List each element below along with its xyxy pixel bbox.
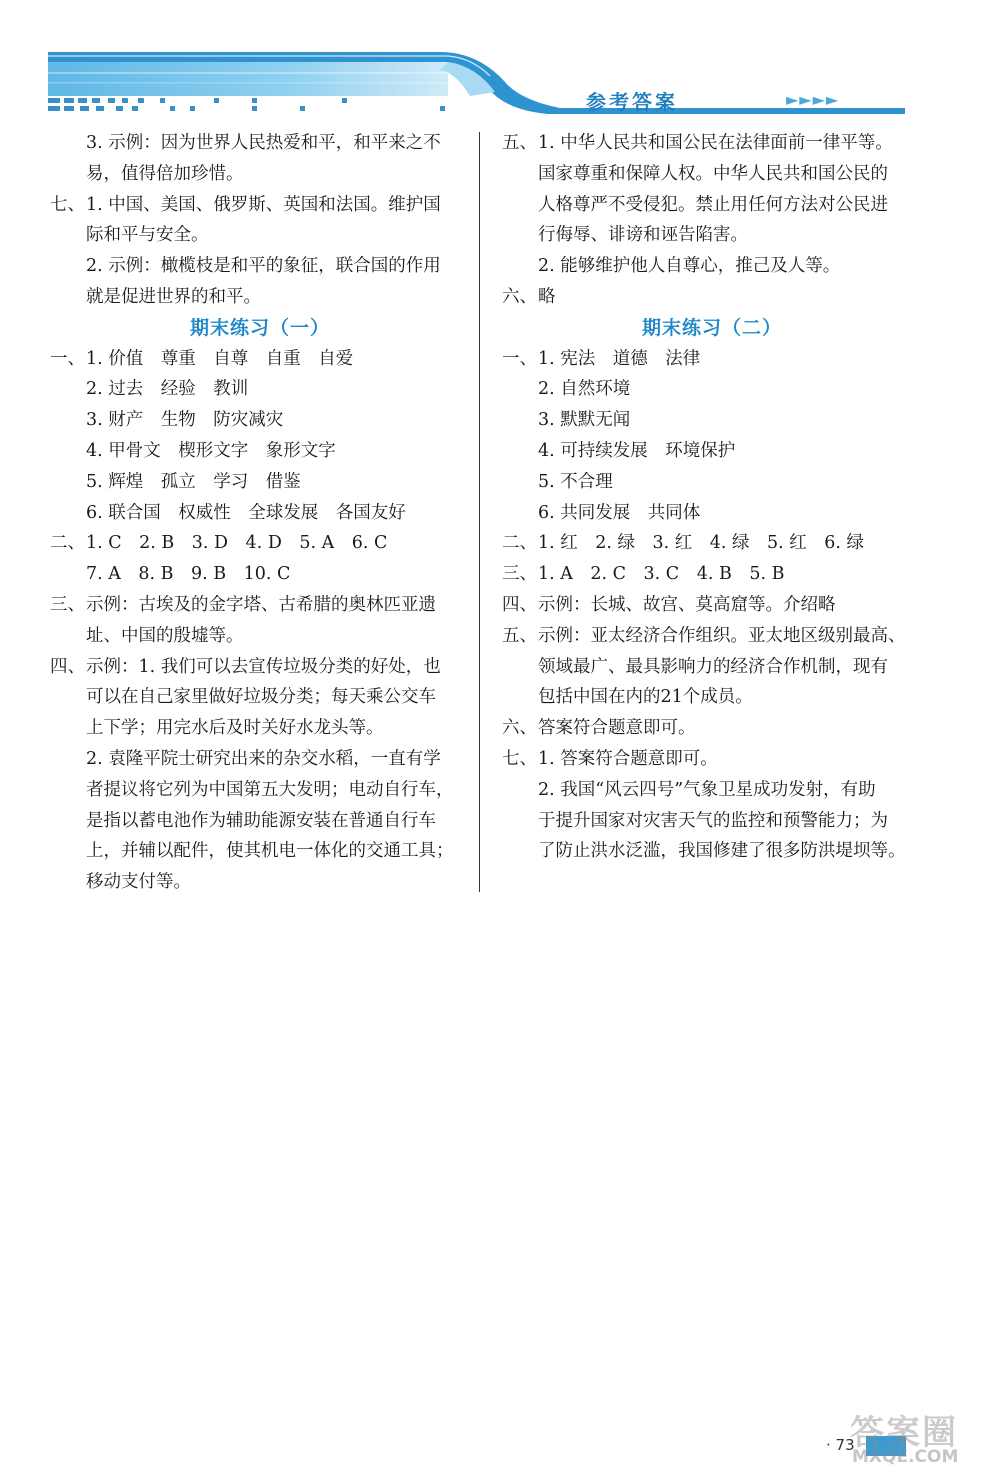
answer-line: 行侮辱、诽谤和诬告陷害。 [538,225,748,246]
watermark-url: MXQE.COM [852,1447,959,1467]
column-divider [479,132,480,892]
answer-line: 6. 联合国 权威性 全球发展 各国友好 [86,502,406,523]
answer-line: 5. 不合理 [538,471,613,492]
answer-line: 四、示例：1. 我们可以去宣传垃圾分类的好处，也 [50,656,441,677]
answer-line: 于提升国家对灾害天气的监控和预警能力；为 [538,810,888,831]
answer-line: 4. 可持续发展 环境保护 [538,440,736,461]
answer-line: 四、示例：长城、故宫、莫高窟等。介绍略 [502,594,836,615]
answer-line: 就是促进世界的和平。 [86,286,261,307]
banner-graphic [0,0,1000,130]
answer-line: 一、1. 宪法 道德 法律 [502,348,701,369]
answer-line: 者提议将它列为中国第五大发明；电动自行车， [86,779,454,800]
answer-line: 2. 示例：橄榄枝是和平的象征，联合国的作用 [86,256,441,277]
answer-line: 3. 默默无闻 [538,410,631,431]
exercise-heading-1: 期末练习（一） [189,316,330,339]
answer-line: 7. A 8. B 9. B 10. C [86,564,291,585]
answer-line: 3. 示例：因为世界人民热爱和平，和平来之不 [86,133,441,153]
answer-line: 2. 能够维护他人自尊心，推己及人等。 [538,256,841,277]
answer-line: 一、1. 价值 尊重 自尊 自重 自爱 [50,348,354,369]
answer-line: 二、1. 红 2. 绿 3. 红 4. 绿 5. 红 6. 绿 [502,533,865,554]
answer-line: 可以在自己家里做好垃圾分类；每天乘公交车 [86,687,436,708]
answer-line: 5. 辉煌 孤立 学习 借鉴 [86,471,301,492]
answer-line: 2. 袁隆平院士研究出来的杂交水稻，一直有学 [86,748,441,769]
right-column [502,128,922,867]
answer-line: 三、1. A 2. C 3. C 4. B 5. B [502,564,785,585]
answer-line: 址、中国的殷墟等。 [86,625,244,646]
answer-line: 2. 我国“风云四号”气象卫星成功发射，有助 [538,779,876,800]
answer-line: 六、答案符合题意即可。 [502,718,696,739]
watermark-logo: 答案圈 [850,1413,958,1453]
answer-line: 上下学；用完水后及时关好水龙头等。 [86,718,384,739]
answer-line: 是指以蓄电池作为辅助能源安装在普通自行车 [86,810,436,831]
left-column [50,128,470,898]
answer-line: 了防止洪水泛滥，我国修建了很多防洪堤坝等。 [538,841,906,862]
exercise-heading-2: 期末练习（二） [641,316,782,339]
answer-line: 五、1. 中华人民共和国公民在法律面前一律平等。 [502,133,893,153]
answer-line: 七、1. 中国、美国、俄罗斯、英国和法国。维护国 [50,194,441,215]
answer-line: 际和平与安全。 [86,225,209,246]
answer-line: 移动支付等。 [86,872,191,893]
section-title: 参考答案 [586,90,678,114]
answer-line: 三、示例：古埃及的金字塔、古希腊的奥林匹亚遗 [50,594,436,615]
answer-line: 人格尊严不受侵犯。禁止用任何方法对公民进 [538,194,888,215]
answer-line: 上，并辅以配件，使其机电一体化的交通工具； [86,841,454,862]
answer-line: 国家尊重和保障人权。中华人民共和国公民的 [538,163,888,184]
answer-line: 6. 共同发展 共同体 [538,502,701,523]
answer-line: 七、1. 答案符合题意即可。 [502,748,718,769]
answer-line: 易，值得倍加珍惜。 [86,163,244,184]
answer-line: 2. 过去 经验 教训 [86,379,249,400]
answer-line: 包括中国在内的21个成员。 [538,687,753,708]
answer-line: 3. 财产 生物 防灾减灾 [86,410,284,431]
arrow-icon: ►►►► [786,90,840,109]
answer-line: 六、略 [502,286,556,307]
answer-line: 4. 甲骨文 楔形文字 象形文字 [86,440,336,461]
answer-line: 领域最广、最具影响力的经济合作机制，现有 [538,656,888,677]
answer-line: 二、1. C 2. B 3. D 4. D 5. A 6. C [50,533,388,554]
header-banner [0,0,1000,130]
answer-line: 2. 自然环境 [538,379,631,400]
answer-line: 五、示例：亚太经济合作组织。亚太地区级别最高、 [502,625,906,646]
page-number: · 73 [826,1436,855,1454]
